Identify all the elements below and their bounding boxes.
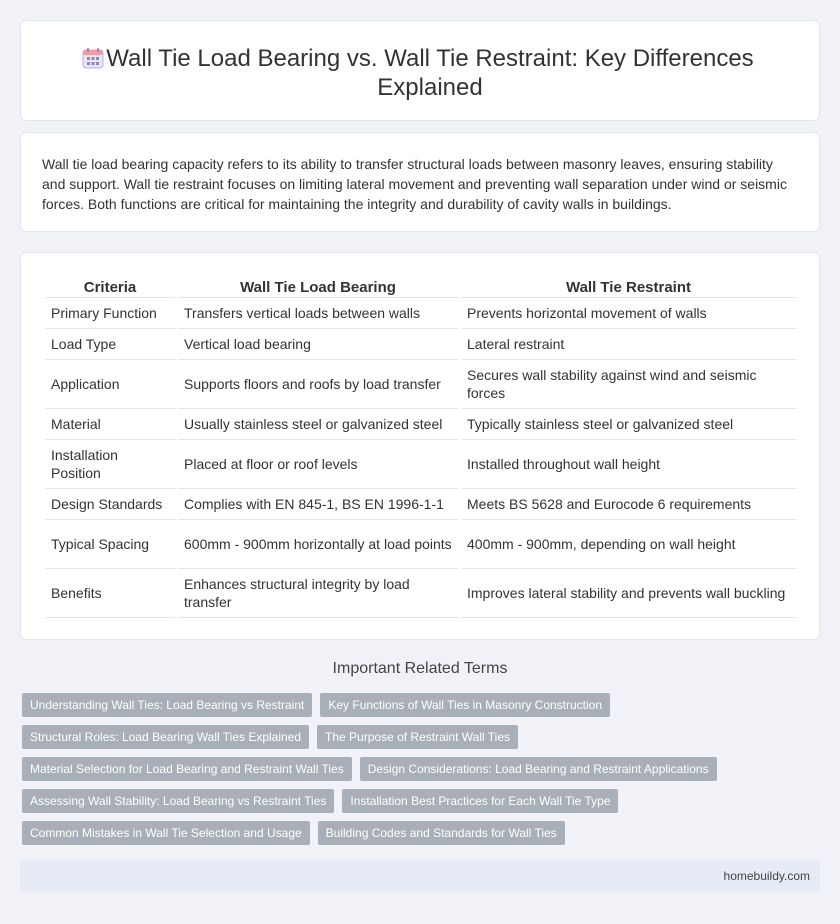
table-cell: Load Type [45,329,175,360]
table-cell: 400mm - 900mm, depending on wall height [461,520,796,569]
table-cell: Design Standards [45,489,175,520]
table-cell: Vertical load bearing [178,329,458,360]
related-term-tag[interactable]: Material Selection for Load Bearing and Restraint Wall Ties [22,757,352,781]
table-cell: Improves lateral stability and prevents wall buckling [461,569,796,618]
table-cell: Typical Spacing [45,520,175,569]
table-cell: Usually stainless steel or galvanized steel [178,409,458,440]
related-term-tag[interactable]: Understanding Wall Ties: Load Bearing vs Restraint [22,693,312,717]
table-cell: Installation Position [45,440,175,489]
column-header: Wall Tie Load Bearing [178,275,458,298]
table-cell: Benefits [45,569,175,618]
table-row [45,329,796,360]
table-cell: 600mm - 900mm horizontally at load points [178,520,458,569]
footer-site-link[interactable]: homebuildy.com [723,869,810,883]
intro-text: Wall tie load bearing capacity refers to its ability to transfer structural loads between masonry leaves, ensuring stability and support. Wall tie restraint focuses on limiting lateral movement and preventing wall separation under wind or seismic forces. Both functions are critical for maintaining the integrity and durability of cavity walls in buildings. [42,156,787,212]
table-cell: Material [45,409,175,440]
column-header: Wall Tie Restraint [461,275,796,298]
title-card [20,20,820,121]
table-cell: Typically stainless steel or galvanized steel [461,409,796,440]
related-term-tag[interactable]: Key Functions of Wall Ties in Masonry Construction [320,693,610,717]
footer [20,860,820,892]
comparison-table-card [20,252,820,640]
table-header-row [45,275,796,298]
intro-card [20,132,820,232]
table-row [45,409,796,440]
related-term-tag[interactable]: Structural Roles: Load Bearing Wall Ties Explained [22,725,309,749]
related-terms-heading: Important Related Terms [332,660,508,677]
related-term-tag[interactable]: The Purpose of Restraint Wall Ties [317,725,518,749]
table-cell: Complies with EN 845-1, BS EN 1996-1-1 [178,489,458,520]
column-header: Criteria [45,275,175,298]
table-cell: Primary Function [45,298,175,329]
table-cell: Lateral restraint [461,329,796,360]
table-cell: Application [45,360,175,409]
page-title: Wall Tie Load Bearing vs. Wall Tie Restraint: Key Differences Explained [106,45,754,101]
table-row [45,520,796,569]
table-cell: Enhances structural integrity by load transfer [178,569,458,618]
comparison-table [42,275,799,618]
related-term-tag[interactable]: Installation Best Practices for Each Wall Tie Type [342,789,618,813]
table-row [45,569,796,618]
table-row [45,489,796,520]
table-cell: Supports floors and roofs by load transfer [178,360,458,409]
table-row [45,360,796,409]
table-cell: Installed throughout wall height [461,440,796,489]
related-term-tag[interactable]: Design Considerations: Load Bearing and Restraint Applications [360,757,717,781]
table-cell: Transfers vertical loads between walls [178,298,458,329]
table-cell: Placed at floor or roof levels [178,440,458,489]
related-term-tag[interactable]: Assessing Wall Stability: Load Bearing vs Restraint Ties [22,789,334,813]
table-row [45,298,796,329]
table-row [45,440,796,489]
related-terms-list [22,693,822,853]
table-cell: Secures wall stability against wind and seismic forces [461,360,796,409]
table-cell: Meets BS 5628 and Eurocode 6 requirements [461,489,796,520]
related-term-tag[interactable]: Building Codes and Standards for Wall Ties [318,821,565,845]
related-term-tag[interactable]: Common Mistakes in Wall Tie Selection and Usage [22,821,310,845]
table-cell: Prevents horizontal movement of walls [461,298,796,329]
